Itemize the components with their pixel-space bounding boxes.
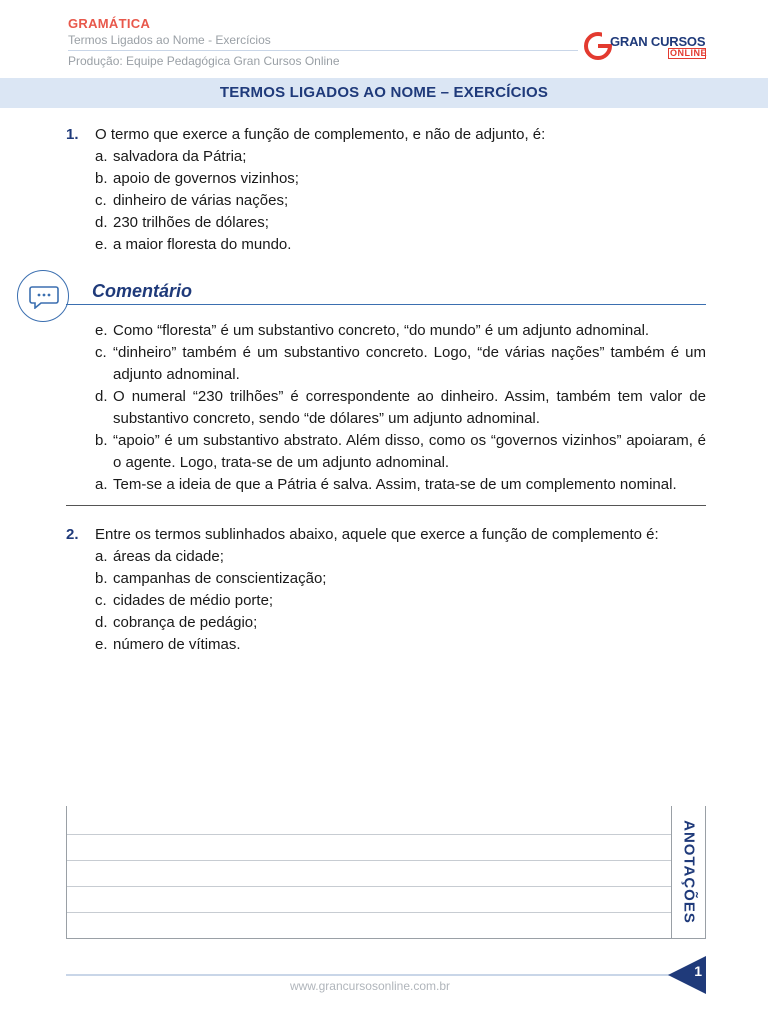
comment-text: O numeral “230 trilhões” é correspondente ao dinheiro. Assim, também tem valor de substantivo concreto, sendo “de dólares” um adjunto adnominal.: [113, 388, 706, 427]
comment-letter: e.: [95, 322, 108, 339]
comment-item: [66, 386, 706, 430]
notes-divider: [671, 806, 672, 938]
option-item: [95, 168, 706, 190]
option-letter: d.: [95, 614, 108, 631]
option-item: [95, 146, 706, 168]
gran-cursos-logo: [584, 30, 708, 62]
notes-line: [67, 912, 671, 913]
page-number-badge: [668, 956, 706, 994]
options-list: [95, 546, 706, 656]
comment-letter: d.: [95, 388, 108, 405]
comment-text: Tem-se a ideia de que a Pátria é salva. Assim, trata-se de um complemento nominal.: [113, 476, 677, 493]
question-text: Entre os termos sublinhados abaixo, aquele que exerce a função de complemento é:: [95, 526, 659, 543]
option-letter: d.: [95, 214, 108, 231]
options-list: [95, 146, 706, 256]
option-text: a maior floresta do mundo.: [113, 236, 292, 253]
comment-letter: a.: [95, 476, 108, 493]
option-item: [95, 568, 706, 590]
option-item: [95, 190, 706, 212]
notes-label: ANOTAÇÕES: [680, 820, 698, 924]
comment-list: [66, 320, 706, 496]
notes-line: [67, 834, 671, 835]
notes-line: [67, 886, 671, 887]
notes-label-box: [679, 814, 699, 930]
comment-text: “dinheiro” também é um substantivo concreto. Logo, “de várias nações” também é um adjunto adnominal.: [113, 344, 706, 383]
option-text: número de vítimas.: [113, 636, 241, 653]
comment-letter: b.: [95, 432, 108, 449]
option-text: áreas da cidade;: [113, 548, 224, 565]
footer-url[interactable]: www.grancursosonline.com.br: [289, 979, 451, 993]
comment-text: Como “floresta” é um substantivo concreto, “do mundo” é um adjunto adnominal.: [113, 322, 650, 339]
topic-label: Termos Ligados ao Nome - Exercícios: [68, 33, 271, 47]
option-text: cidades de médio porte;: [113, 592, 274, 609]
option-letter: c.: [95, 192, 107, 209]
question-1: [66, 124, 706, 256]
comment-letter: c.: [95, 344, 107, 361]
comment-text: “apoio” é um substantivo abstrato. Além disso, como os “governos vizinhos” apoiaram, é o agente. Logo, trata-se de um adjunto adnominal.: [113, 432, 706, 471]
section-divider: [66, 505, 706, 506]
comment-header: [66, 270, 706, 320]
question-2: [66, 524, 706, 656]
option-letter: e.: [95, 236, 108, 253]
option-item: [95, 590, 706, 612]
comment-item: [66, 474, 706, 496]
comment-title: Comentário: [92, 281, 193, 301]
production-label: Produção: Equipe Pedagógica Gran Cursos Online: [68, 54, 340, 68]
chat-bubble-icon: [17, 270, 69, 322]
comment-item: [66, 430, 706, 474]
option-text: dinheiro de várias nações;: [113, 192, 289, 209]
notes-line: [67, 860, 671, 861]
page-title: TERMOS LIGADOS AO NOME – EXERCÍCIOS: [219, 84, 549, 101]
comment-underline: [66, 304, 706, 305]
logo-sub-text: ONLINE: [670, 48, 708, 58]
header-divider: [68, 50, 578, 51]
logo-main-text: GRAN CURSOS: [610, 34, 706, 49]
option-text: campanhas de conscientização;: [113, 570, 327, 587]
option-letter: a.: [95, 548, 108, 565]
option-item: [95, 212, 706, 234]
title-bar: [0, 78, 768, 108]
page-number: 1: [694, 963, 702, 979]
option-text: cobrança de pedágio;: [113, 614, 258, 631]
question-text: O termo que exerce a função de complemento, e não de adjunto, é:: [95, 126, 546, 143]
option-text: 230 trilhões de dólares;: [113, 214, 269, 231]
option-item: [95, 612, 706, 634]
subject-label: GRAMÁTICA: [68, 16, 151, 31]
option-item: [95, 234, 706, 256]
comment-item: [66, 342, 706, 386]
question-number: 1.: [66, 126, 79, 143]
option-letter: b.: [95, 170, 108, 187]
footer-divider: [66, 974, 678, 976]
option-letter: c.: [95, 592, 107, 609]
option-letter: b.: [95, 570, 108, 587]
option-letter: a.: [95, 148, 108, 165]
question-number: 2.: [66, 526, 79, 543]
option-text: salvadora da Pátria;: [113, 148, 247, 165]
main-content: [66, 124, 706, 656]
option-item: [95, 634, 706, 656]
option-text: apoio de governos vizinhos;: [113, 170, 299, 187]
option-item: [95, 546, 706, 568]
option-letter: e.: [95, 636, 108, 653]
comment-item: [66, 320, 706, 342]
notes-box: [66, 806, 706, 939]
page-header: [68, 16, 708, 72]
